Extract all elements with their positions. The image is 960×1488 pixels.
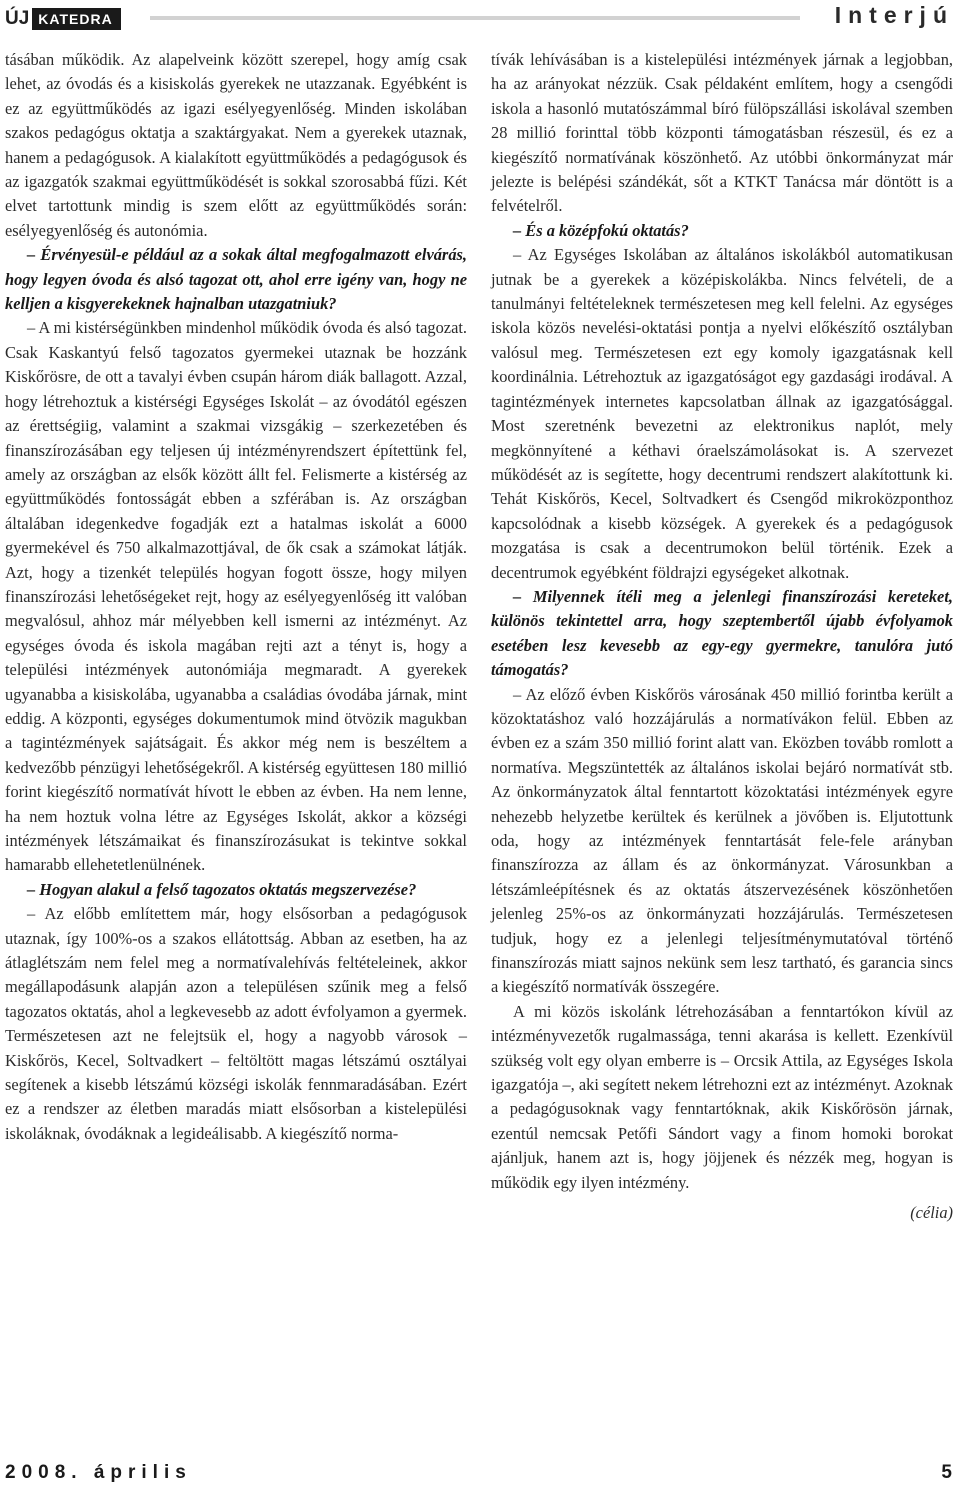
section-title: Interjú	[834, 2, 954, 28]
issue-date: 2008. április	[5, 1462, 192, 1483]
interview-question: – Milyennek ítéli meg a jelenlegi finanszírozási kereteket, különös tekintettel arra, hogy szeptembertől újabb évfolyamok esetében lesz kevesebb az egy-egy gyermekre, tanulóra jutó támogatás?	[491, 586, 953, 680]
paragraph: tívák lehívásában is a kistelepülési intézmények járnak a legjobban, ha az arányokat nézzük. Csak példaként említem, hogy a csengődi iskola a hasonló mutatószámmal bíró fülöpszállási iskolával szemben 28 millió forinttal több központi támogatásban részesül, és ez a kiegészítő normatívának köszönhető. Az utóbbi önkormányzat már jelezte is belépési szándékát, sőt a KTKT Tanácsa már döntött is a felvételről.	[491, 50, 953, 216]
page-footer	[0, 1462, 960, 1488]
author-signature: (célia)	[910, 1203, 953, 1223]
brand-prefix: ÚJ	[5, 8, 30, 29]
interview-question: – Érvényesül-e például az a sokak által megfogalmazott elvárás, hogy legyen óvoda és alsó tagozat ott, ahol erre igény van, hogy ne kelljen a kisgyerekeknek hajnalban utazgatniuk?	[5, 245, 467, 314]
paragraph: A mi közös iskolánk létrehozásában a fenntartókon kívül az intézményvezetők rugalmassága, tenni akarása is kellett. Ezenkívül szükség volt egy olyan emberre is – Orcsik Attila, az Egységes Iskola igazgatója –, aki segített nekem létrehozni ezt az intézményt. Azoknak a pedagógusoknak vagy fenntartóknak, akik Kiskőrösön járnak, ezentúl nemcsak Petőfi Sándort vagy a finom homoki borokat ajánljuk, hanem azt is, hogy jöjjenek és nézzék meg, hogyan is működik egy ilyen intézmény.	[491, 1001, 953, 1192]
interview-answer: – Az Egységes Iskolában az általános iskolákból automatikusan jutnak be a gyerekek a középiskolákba. Nincs felvételi, de a tanulmányi feltételeknek természetesen meg kell felelni. Az egységes iskola közös nevelési-oktatási pontja a nyelvi előkészítő osztályban valósul meg. Természetesen ezt egy komoly igazgatásnak kell koordinálnia. Létrehoztuk az igazgatóságot egy gazdasági irodával. A tagintézmények internetes kapcsolatban állnak az igazgatósággal. Most szeretnénk bevezetni az elektronikus naplót, mely megkönnyítené a kéthavi óraelszámolásokat is. A szervezet működését az is segítette, hogy decentrumi rendszert alakítottunk ki. Tehát Kiskőrös, Kecel, Soltvadkert és Csengőd mikroközponthoz kapcsolódnak a kisebb községek. A gyerekek és a pedagógusok mozgatása is csak a decentrumokon belül történik. Ezek a decentrumok egyébként földrajzi egységeket alkotnak.	[491, 245, 953, 582]
page-number: 5	[941, 1462, 952, 1483]
interview-answer: – Az előző évben Kiskőrös városának 450 millió forintba került a közoktatáshoz való hozzájárulás a normatívákon felül. Ebben az évben ez a szám 350 millió forint alatt van. Eközben tovább romlott a normatíva. Megszüntették az általános iskolai bejáró normatívát stb. Az önkormányzatok által fenntartott közoktatási intézmények egyre nehezebb helyzetbe kerültek és kerülnek a jövőben is. Eljutottunk oda, hogy az intézmények fenntartását fele-fele arányban finanszírozza az állam és az önkormányzat. Városunkban a létszámleépítésnek és az oktatás átszervezésének köszönhetően jelenleg 25%-os az önkormányzati hozzájárulás. Természetesen tudjuk, hogy ez a jelenlegi teljesítménymutatóval történő finanszírozás miatt sajnos nekünk sem lesz tartható, és garancia sincs a kiegészítő normatívák összegére.	[491, 684, 953, 997]
right-text-column	[491, 48, 953, 1226]
masthead-logo	[5, 6, 121, 32]
brand-name: KATEDRA	[32, 8, 120, 30]
interview-answer: – A mi kistérségünkben mindenhol működik óvoda és alsó tagozat. Csak Kaskantyú felső tagozatos gyermekei utaznak be hozzánk Kiskőrösre, de ott a tavalyi évben csupán három diák ballagott. Azzal, hogy létrehoztuk a kistérségi Egységes Iskolát – az óvodától egészen az érettségiig, valamint a szakmai vizsgákig – szerkezetében és finanszírozásában egy teljesen új intézményrendszert építettünk fel, amely az országban az elsők között állt fel. Felismerte a kistérség az együttműködés fontosságát ebben a szférában is. Az országban általában idegenkedve fogadják ezt a hatalmas iskolát a 6000 gyermekével és 750 alkalmazottjával, de ők csak a számokat látják. Azt, hogy a tizenkét település hogyan fogott össze, hogy milyen finanszírozási lehetőségeket rejt, hogy az esélyegyenlőség itt valóban megvalósul, ahhoz már mélyebben kell ismerni az intézményt. Az egységes óvoda és iskola magában rejti azt a tényt is, hogy a települési intézmények autonómiája megmaradt. A gyerekek ugyanabba a kisiskolába, ugyanabba a családias óvodába járnak, mint eddig. A központi, egységes dokumentumok mind ötvözik magukban a tagintézmények sajátságait. És akkor még nem is beszéltem a kedvezőbb pénzügyi lehetőségekről. A kistérség együttesen 180 millió forint kiegészítő normatívát hívott le ebben az évben. Ha nem lenne, ha nem hoztuk volna létre az Egységes Iskolát, akkor a községi intézmények létszámaikat és finanszírozásukat is tekintve sokkal hamarabb ellehetetlenülnének.	[5, 318, 467, 875]
paragraph: tásában működik. Az alapelveink között szerepel, hogy amíg csak lehet, az óvodás és a kisiskolás gyerekek ne utazzanak. Egyébként is ez az együttműködés az igazi esélyegyenlőség. Minden iskolában szakos pedagógus oktatja a szaktárgyakat. Nem a gyerekek utaznak, hanem a pedagógusok. A kialakított együttműködés a pedagógusok és az igazgatók szakmai együttműködését is sokkal szorosabbá fűzi. Két elvet tartottunk mindig is szem előtt az együttműködés során: esélyegyenlőség és autonómia.	[5, 50, 467, 240]
interview-question: – Hogyan alakul a felső tagozatos oktatás megszervezése?	[27, 879, 417, 899]
header-divider	[150, 16, 800, 20]
interview-answer: – Az előbb említettem már, hogy elsősorban a pedagógusok utaznak, így 100%-os a szakos ellátottság. Abban az esetben, ha az átlaglétszám nem felel meg a normatívalehívás feltételeinek, akkor megállapodásunk alapján azon a településen szűnik meg a felső tagozatos oktatás, ahol a legkevesebb az adott évfolyamon a gyermek. Természetesen azt ne felejtsük el, hogy a nagyobb városok – Kiskőrös, Kecel, Soltvadkert – feltöltött magas létszámú osztályai segítenek a kisebb létszámú községi iskolák fennmaradásában. Ezért ez a rendszer az életben maradás miatt elsősorban a kistelepülési iskoláknak, óvodáknak a legideálisabb. A kiegészítő norma-	[5, 904, 467, 1143]
page-header	[0, 0, 960, 40]
interview-question: – És a középfokú oktatás?	[513, 220, 689, 240]
left-text-column	[5, 48, 467, 1146]
